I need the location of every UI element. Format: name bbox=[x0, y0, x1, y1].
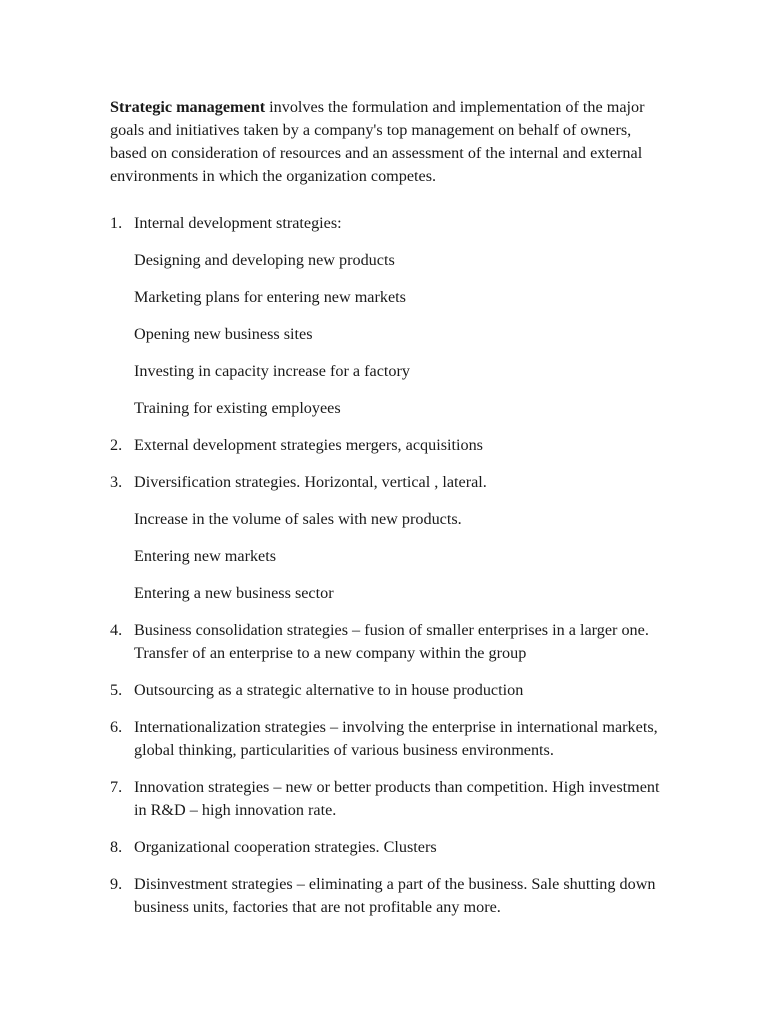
sub-list bbox=[134, 508, 670, 605]
sub-item: Marketing plans for entering new markets bbox=[134, 288, 406, 306]
list-item-8 bbox=[110, 836, 670, 859]
list-item-7 bbox=[110, 776, 670, 822]
sub-item: Entering a new business sector bbox=[134, 584, 334, 602]
list-number: 3. bbox=[110, 473, 123, 491]
list-item-text: Outsourcing as a strategic alternative to in house production bbox=[134, 681, 524, 699]
list-item-1 bbox=[110, 212, 670, 420]
list-item-2 bbox=[110, 434, 670, 457]
sub-item: Designing and developing new products bbox=[134, 251, 395, 269]
list-number: 7. bbox=[110, 778, 123, 796]
list-item-text: Internal development strategies: bbox=[134, 214, 342, 232]
sub-item: Increase in the volume of sales with new products. bbox=[134, 510, 462, 528]
sub-item: Training for existing employees bbox=[134, 399, 341, 417]
sub-item: Investing in capacity increase for a factory bbox=[134, 362, 410, 380]
list-item-text: Diversification strategies. Horizontal, vertical , lateral. bbox=[134, 473, 487, 491]
document-body bbox=[110, 96, 670, 933]
list-item-4 bbox=[110, 619, 670, 665]
intro-term: Strategic management bbox=[110, 98, 266, 116]
list-item-text: Business consolidation strategies – fusion of smaller enterprises in a larger one. Transfer of an enterprise to a new company within the group bbox=[134, 621, 649, 662]
list-item-text: Disinvestment strategies – eliminating a part of the business. Sale shutting down business units, factories that are not profitable any more. bbox=[134, 875, 656, 916]
sub-item: Entering new markets bbox=[134, 547, 277, 565]
list-item-text: Internationalization strategies – involving the enterprise in international markets, global thinking, particularities of various business environments. bbox=[134, 718, 658, 759]
sub-list bbox=[134, 249, 670, 420]
sub-item: Opening new business sites bbox=[134, 325, 313, 343]
list-number: 1. bbox=[110, 214, 123, 232]
list-number: 4. bbox=[110, 621, 123, 639]
list-item-text: Innovation strategies – new or better products than competition. High investment in R&D – high innovation rate. bbox=[134, 778, 660, 819]
list-item-9 bbox=[110, 873, 670, 919]
list-number: 6. bbox=[110, 718, 123, 736]
list-item-text: External development strategies mergers, acquisitions bbox=[134, 436, 483, 454]
list-item-text: Organizational cooperation strategies. Clusters bbox=[134, 838, 437, 856]
list-item-6 bbox=[110, 716, 670, 762]
list-number: 5. bbox=[110, 681, 123, 699]
strategy-list bbox=[110, 212, 670, 919]
list-number: 8. bbox=[110, 838, 123, 856]
list-number: 2. bbox=[110, 436, 123, 454]
list-item-5 bbox=[110, 679, 670, 702]
intro-paragraph bbox=[110, 96, 670, 188]
intro-text: involves the formulation and implementation of the major goals and initiatives taken by a company's top management on behalf of owners, based on consideration of resources and an assessment of the internal and external environments in which the organization competes. bbox=[110, 98, 645, 185]
list-number: 9. bbox=[110, 875, 123, 893]
list-item-3 bbox=[110, 471, 670, 605]
